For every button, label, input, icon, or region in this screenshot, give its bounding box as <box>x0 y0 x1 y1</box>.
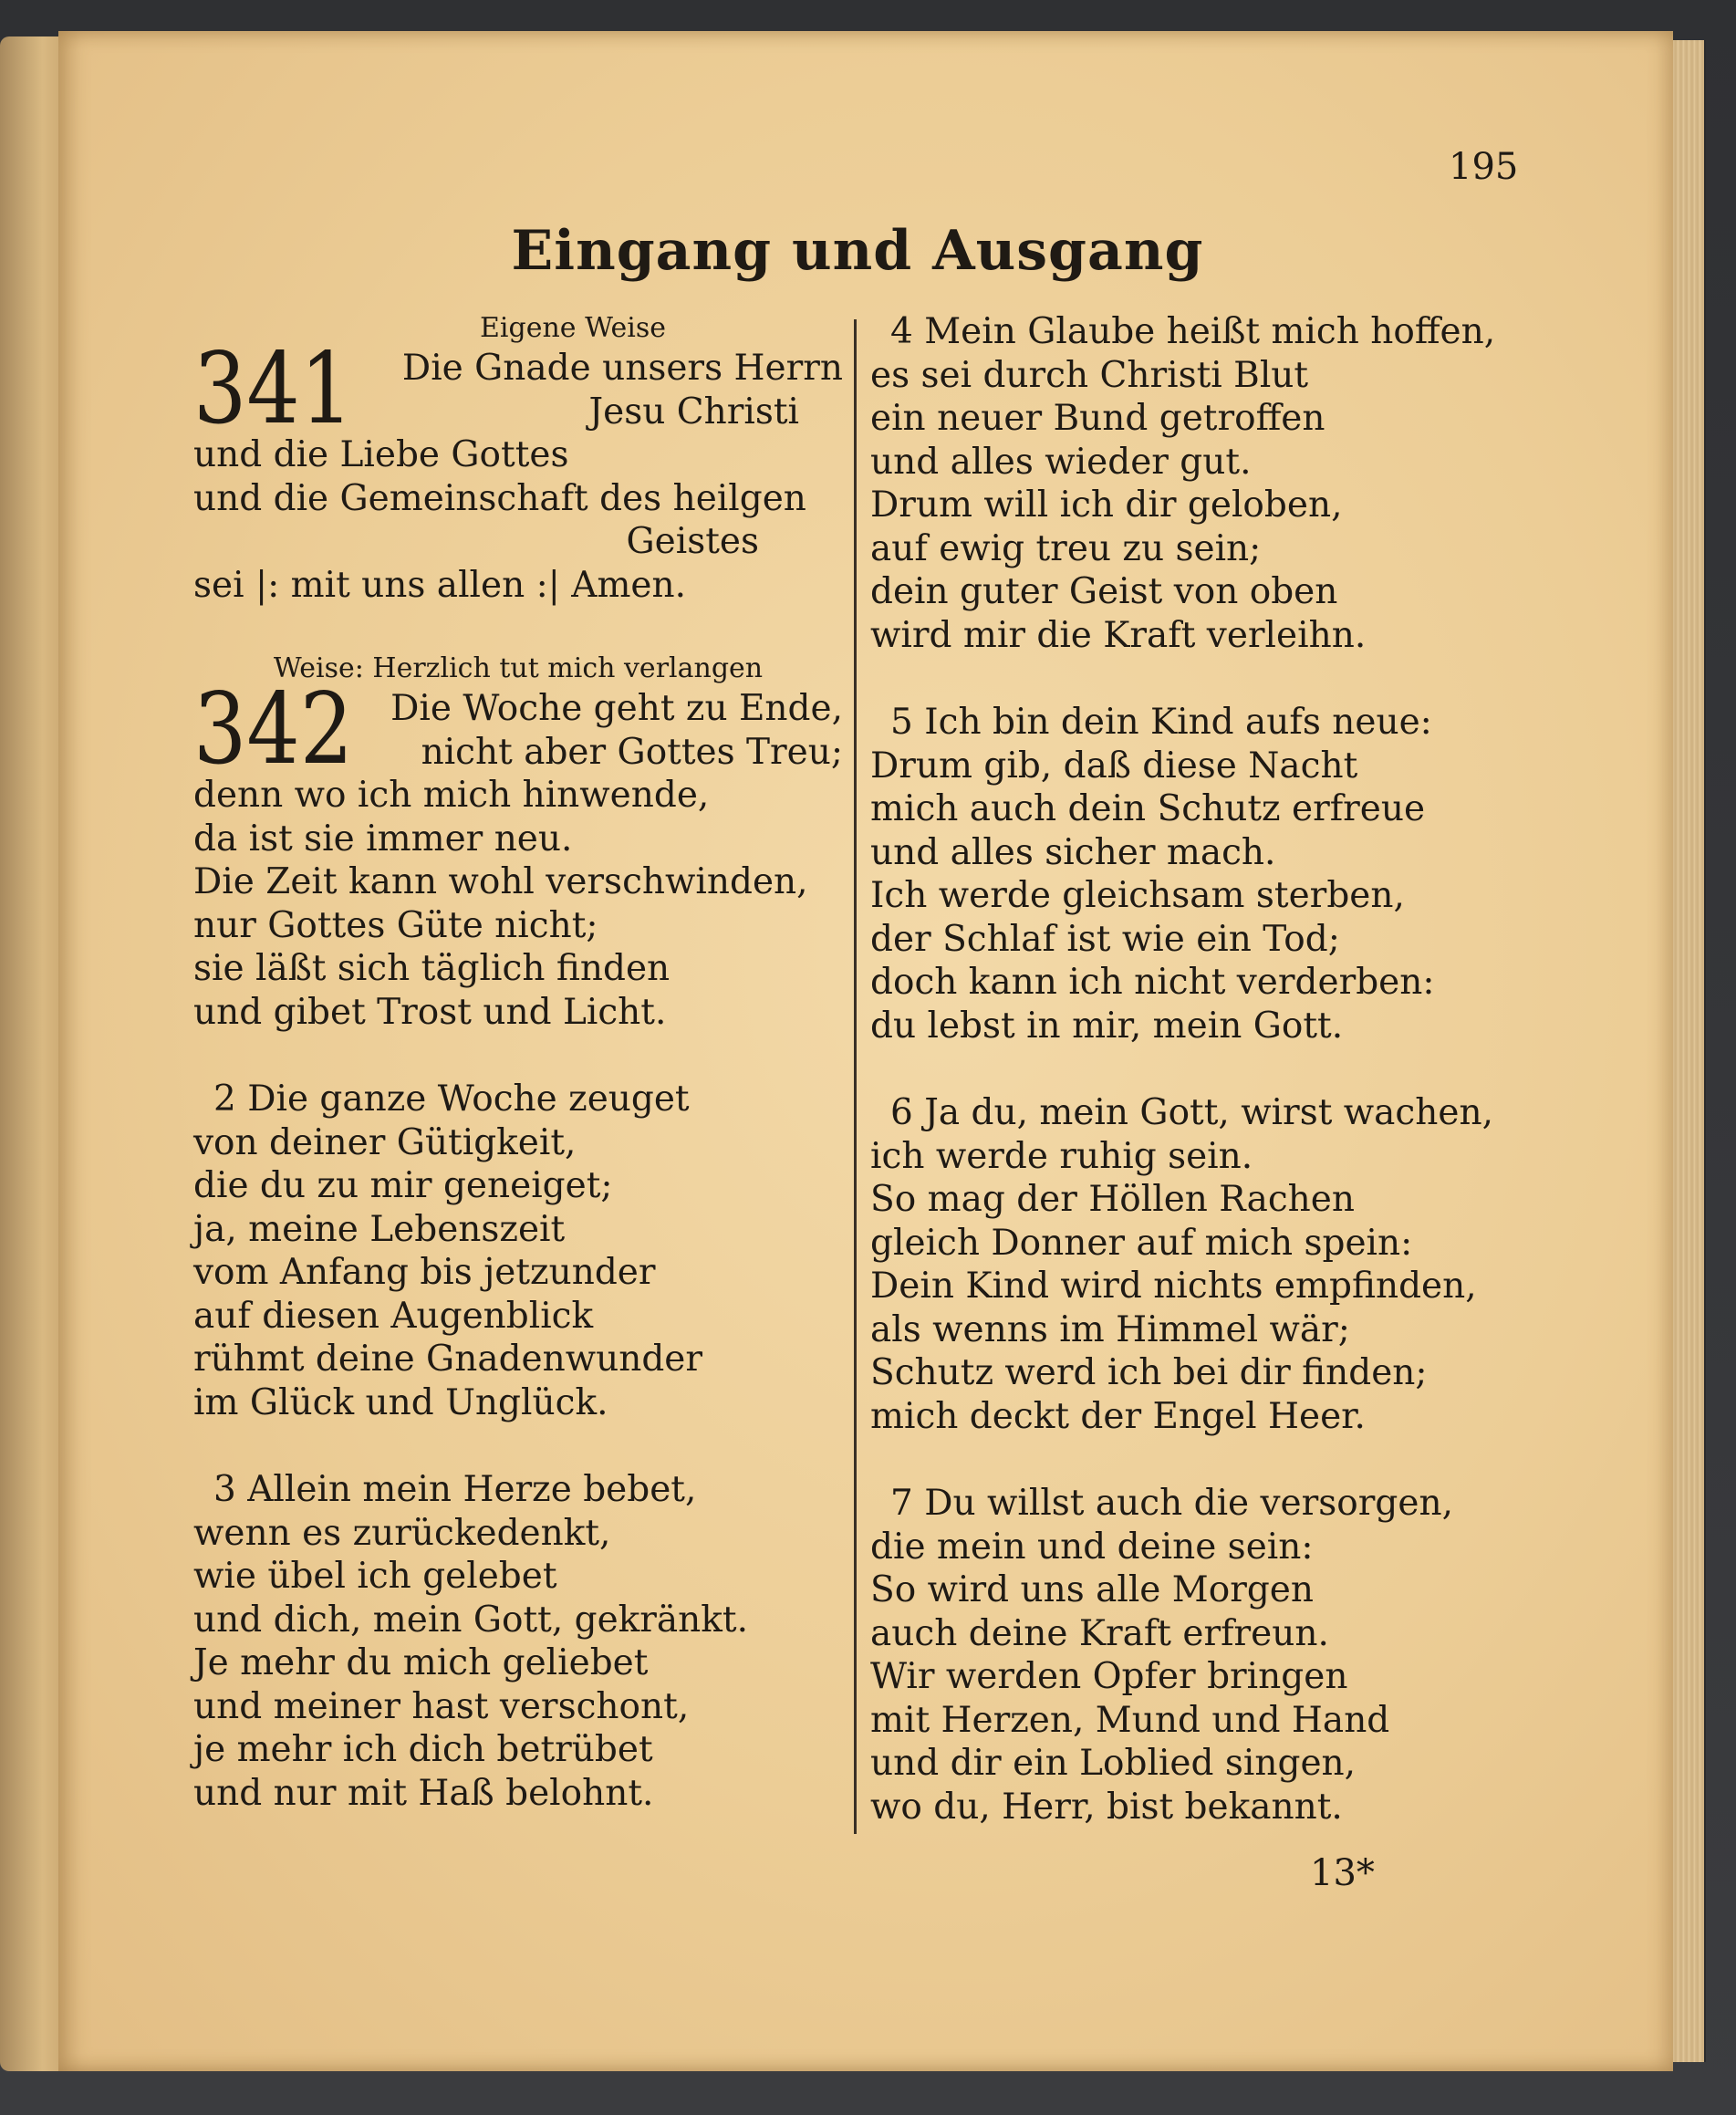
page-stack-edge <box>1673 40 1706 2062</box>
verse-line: und alles wieder gut. <box>870 441 1252 483</box>
verse-line: sie läßt sich täglich finden <box>193 948 670 989</box>
verse-line: Ich werde gleichsam sterben, <box>870 875 1405 916</box>
hymn-342-tune: Weise: Herzlich tut mich verlangen <box>273 652 764 684</box>
verse-line: und alles sicher mach. <box>870 831 1276 873</box>
verse-line: mich deckt der Engel Heer. <box>870 1395 1366 1437</box>
verse-line: wird mir die Kraft verleihn. <box>870 614 1367 656</box>
verse-line: der Schlaf ist wie ein Tod; <box>870 918 1340 960</box>
verse-line: von deiner Gütigkeit, <box>193 1121 577 1163</box>
verse-line: auch deine Kraft erfreun. <box>870 1612 1329 1654</box>
verse-line: So wird uns alle Morgen <box>870 1569 1314 1610</box>
verse-line: und dich, mein Gott, gekränkt. <box>193 1599 749 1641</box>
verse-line: Die Woche geht zu Ende, <box>390 688 843 729</box>
signature-mark: 13* <box>1310 1852 1375 1894</box>
verse-line: Drum will ich dir geloben, <box>870 484 1343 526</box>
verse-line: wie übel ich gelebet <box>193 1556 557 1597</box>
verse-7 <box>870 1482 1527 1828</box>
hymn-342-number: 342 <box>193 672 354 787</box>
hymn-341-opening <box>193 332 843 446</box>
verse-line: es sei durch Christi Blut <box>870 354 1309 396</box>
verse-line: wenn es zurückedenkt, <box>193 1512 611 1554</box>
column-divider <box>854 319 857 1834</box>
hymn-341-number: 341 <box>193 332 354 446</box>
verse-line: da ist sie immer neu. <box>193 818 573 860</box>
page-number: 195 <box>1449 146 1519 188</box>
verse-4 <box>870 310 1527 657</box>
verse-line: wo du, Herr, bist bekannt. <box>870 1786 1343 1828</box>
hymn-341-line: und die Liebe Gottes <box>193 434 569 475</box>
verse-line: ja, meine Lebenszeit <box>193 1208 566 1250</box>
verse-line: im Glück und Unglück. <box>193 1381 608 1423</box>
verse-line: Die Zeit kann wohl verschwinden, <box>193 861 808 902</box>
verse-line: 7 Du willst auch die versorgen, <box>890 1483 1453 1524</box>
right-column <box>870 310 1527 1828</box>
verse-line: die mein und deine sein: <box>870 1526 1314 1568</box>
page-title: Eingang und Ausgang <box>511 219 1204 283</box>
verse-line: Je mehr du mich geliebet <box>193 1642 649 1683</box>
verse-line: auf diesen Augenblick <box>193 1295 594 1337</box>
hymn-341-line: Die Gnade unsers Herrn <box>401 348 843 389</box>
verse-line: 6 Ja du, mein Gott, wirst wachen, <box>890 1092 1493 1133</box>
verse-line: als wenns im Himmel wär; <box>870 1308 1350 1350</box>
hymn-341-line: sei |: mit uns allen :| Amen. <box>193 564 687 606</box>
verse-line: die du zu mir geneiget; <box>193 1165 613 1206</box>
hymn-341-line: und die Gemeinschaft des heilgen <box>193 477 806 519</box>
verse-line: 4 Mein Glaube heißt mich hoffen, <box>890 311 1496 352</box>
verse-line: mit Herzen, Mund und Hand <box>870 1699 1390 1741</box>
verse-line: je mehr ich dich betrübet <box>193 1729 653 1770</box>
hymn-341-line: Geistes <box>626 521 759 562</box>
verse-3 <box>193 1468 843 1815</box>
verse-line: ich werde ruhig sein. <box>870 1135 1253 1177</box>
verse-line: und dir ein Loblied singen, <box>870 1743 1357 1784</box>
verse-line: nicht aber Gottes Treu; <box>421 731 843 773</box>
verse-line: du lebst in mir, mein Gott. <box>870 1005 1344 1047</box>
verse-line: Wir werden Opfer bringen <box>870 1656 1348 1697</box>
verse-line: 3 Allein mein Herze bebet, <box>213 1469 697 1510</box>
verse-line: 2 Die ganze Woche zeuget <box>213 1078 690 1120</box>
verse-5 <box>870 701 1527 1047</box>
left-column <box>193 310 843 1815</box>
verse-line: ein neuer Bund getroffen <box>870 398 1325 439</box>
verse-line: und meiner hast verschont, <box>193 1685 690 1727</box>
verse-line: auf ewig treu zu sein; <box>870 527 1262 569</box>
verse-line: 5 Ich bin dein Kind aufs neue: <box>890 702 1432 743</box>
verse-line: vom Anfang bis jetzunder <box>193 1252 656 1293</box>
verse-line: und gibet Trost und Licht. <box>193 991 667 1033</box>
hymn-341-line: Jesu Christi <box>588 391 799 432</box>
verse-line: nur Gottes Güte nicht; <box>193 904 598 946</box>
verse-line: und nur mit Haß belohnt. <box>193 1772 654 1814</box>
verse-line: denn wo ich mich hinwende, <box>193 775 710 816</box>
verse-line: rühmt deine Gnadenwunder <box>193 1339 703 1380</box>
verse-line: mich auch dein Schutz erfreue <box>870 788 1426 829</box>
hymn-341-tune: Eigene Weise <box>480 312 666 344</box>
verse-line: doch kann ich nicht verderben: <box>870 962 1435 1003</box>
verse-line: Drum gib, daß diese Nacht <box>870 745 1358 787</box>
verse-6 <box>870 1091 1527 1438</box>
hymn-342-opening <box>193 672 843 787</box>
verse-line: Dein Kind wird nichts empfinden, <box>870 1266 1477 1307</box>
verse-2 <box>193 1078 843 1424</box>
verse-line: Schutz werd ich bei dir finden; <box>870 1352 1428 1393</box>
verse-line: So mag der Höllen Rachen <box>870 1179 1355 1220</box>
verse-line: dein guter Geist von oben <box>870 571 1338 612</box>
verse-line: gleich Donner auf mich spein: <box>870 1222 1413 1264</box>
